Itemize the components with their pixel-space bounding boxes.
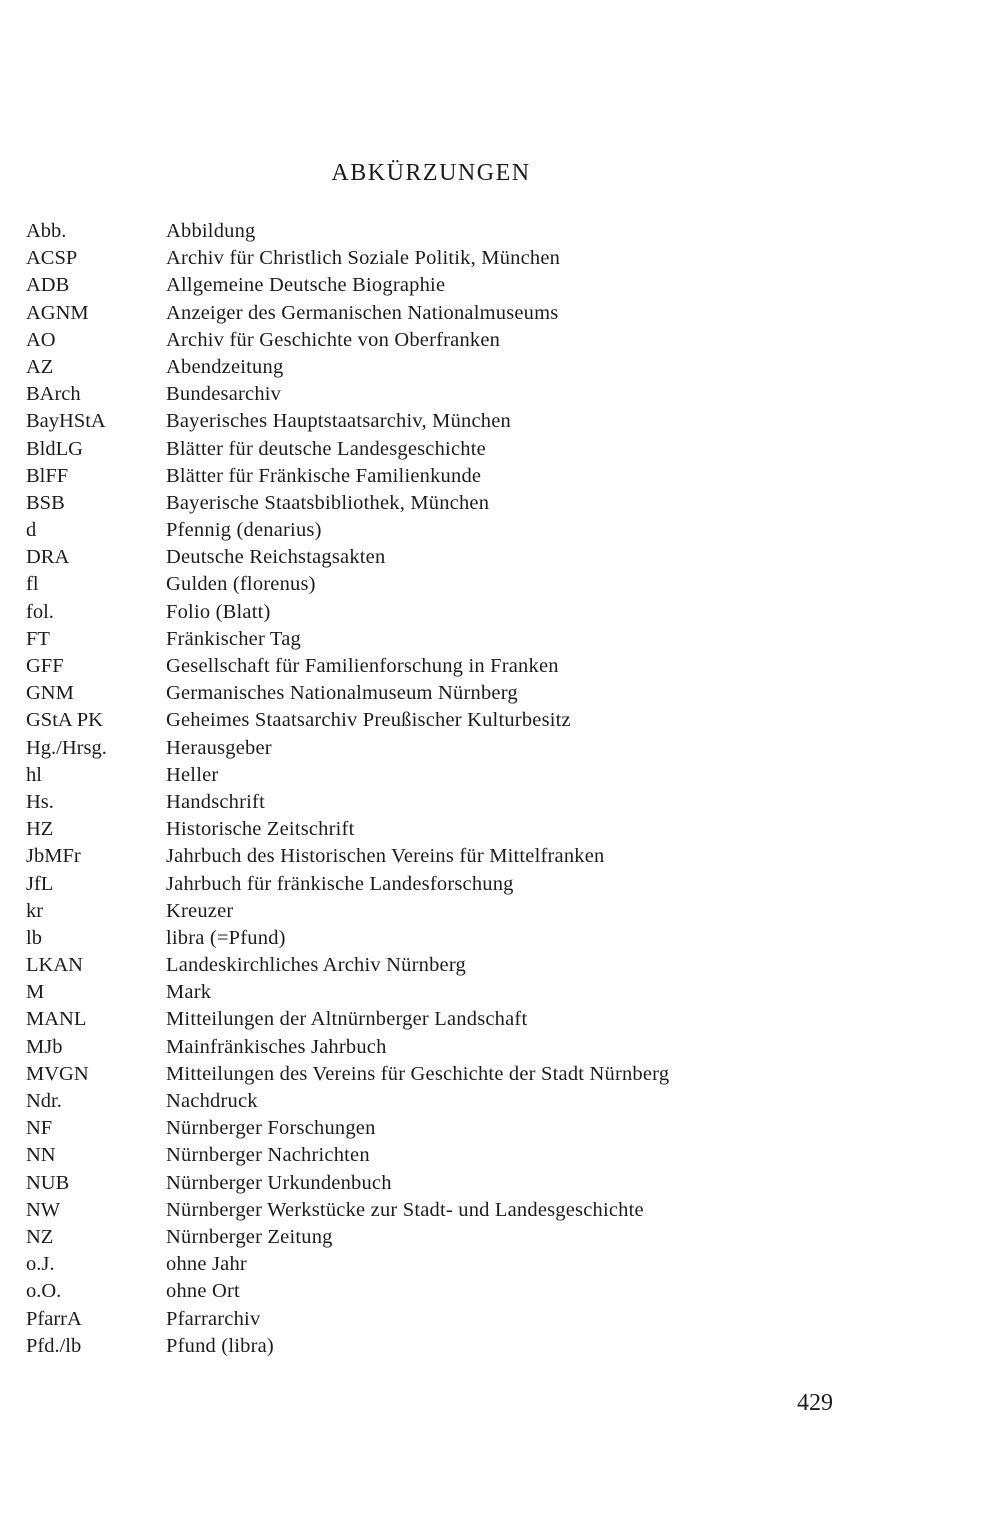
abbreviation-meaning: Kreuzer — [166, 899, 234, 922]
abbreviation-list — [26, 218, 826, 1360]
abbreviation-meaning: Bayerische Staatsbibliothek, München — [166, 491, 490, 514]
abbreviation-entry — [26, 735, 826, 762]
abbreviation-entry — [26, 245, 826, 272]
abbreviation-entry — [26, 1170, 826, 1197]
abbreviation-meaning: Heller — [166, 763, 219, 786]
abbreviation-entry — [26, 272, 826, 299]
abbreviation-term: d — [26, 519, 37, 542]
abbreviation-meaning: Historische Zeitschrift — [166, 818, 355, 841]
abbreviation-meaning: Mainfränkisches Jahrbuch — [166, 1035, 387, 1058]
abbreviation-entry — [26, 626, 826, 653]
abbreviation-entry — [26, 952, 826, 979]
abbreviation-entry — [26, 218, 826, 245]
abbreviation-meaning: Blätter für deutsche Landesgeschichte — [166, 437, 486, 460]
abbreviation-meaning: Archiv für Christlich Soziale Politik, München — [166, 247, 561, 270]
abbreviation-term: PfarrA — [26, 1307, 82, 1330]
abbreviation-meaning: Bundesarchiv — [166, 383, 282, 406]
abbreviation-meaning: Landeskirchliches Archiv Nürnberg — [166, 954, 466, 977]
abbreviation-meaning: Pfund (libra) — [166, 1334, 274, 1357]
abbreviation-term: M — [26, 981, 45, 1004]
abbreviation-entry — [26, 490, 826, 517]
abbreviation-entry — [26, 1006, 826, 1033]
abbreviation-meaning: Nürnberger Nachrichten — [166, 1144, 370, 1167]
abbreviation-meaning: Herausgeber — [166, 736, 272, 759]
abbreviation-term: Hs. — [26, 790, 54, 813]
abbreviation-entry — [26, 680, 826, 707]
abbreviation-entry — [26, 1333, 826, 1360]
abbreviation-entry — [26, 707, 826, 734]
abbreviation-entry — [26, 1034, 826, 1061]
abbreviation-entry — [26, 843, 826, 870]
abbreviation-term: NW — [26, 1198, 61, 1221]
page-number: 429 — [797, 1390, 833, 1416]
abbreviation-entry — [26, 898, 826, 925]
abbreviation-entry — [26, 381, 826, 408]
abbreviation-entry — [26, 599, 826, 626]
abbreviation-meaning: Mark — [166, 981, 212, 1004]
abbreviation-meaning: Bayerisches Hauptstaatsarchiv, München — [166, 410, 511, 433]
abbreviation-term: HZ — [26, 818, 54, 841]
abbreviation-entry — [26, 1142, 826, 1169]
abbreviation-term: DRA — [26, 546, 70, 569]
abbreviation-meaning: Gesellschaft für Familienforschung in Franken — [166, 655, 559, 677]
abbreviation-entry — [26, 463, 826, 490]
abbreviation-meaning: Pfennig (denarius) — [166, 519, 322, 542]
abbreviation-entry — [26, 1251, 826, 1278]
abbreviation-meaning: ohne Ort — [166, 1280, 240, 1303]
page-title: ABKÜRZUNGEN — [331, 160, 531, 186]
abbreviation-term: ADB — [26, 274, 70, 297]
abbreviation-term: AO — [26, 328, 56, 351]
abbreviation-entry — [26, 816, 826, 843]
abbreviation-entry — [26, 871, 826, 898]
abbreviation-entry — [26, 544, 826, 571]
abbreviation-meaning: Anzeiger des Germanischen Nationalmuseums — [166, 301, 559, 324]
abbreviation-meaning: Folio (Blatt) — [166, 600, 271, 623]
abbreviation-entry — [26, 408, 826, 435]
abbreviation-term: Pfd./lb — [26, 1334, 82, 1357]
abbreviation-entry — [26, 517, 826, 544]
abbreviation-entry — [26, 436, 826, 463]
abbreviation-term: AGNM — [26, 301, 89, 324]
abbreviation-meaning: Fränkischer Tag — [166, 627, 301, 650]
abbreviation-term: MJb — [26, 1035, 63, 1058]
abbreviation-term: MANL — [26, 1008, 87, 1031]
abbreviation-entry — [26, 653, 826, 680]
abbreviation-meaning: Jahrbuch für fränkische Landesforschung — [166, 872, 514, 895]
abbreviation-term: Ndr. — [26, 1090, 62, 1112]
abbreviation-meaning: Mitteilungen der Altnürnberger Landschaft — [166, 1008, 528, 1031]
abbreviation-meaning: Nürnberger Urkundenbuch — [166, 1171, 392, 1194]
abbreviation-meaning: Jahrbuch des Historischen Vereins für Mittelfranken — [166, 845, 605, 868]
abbreviation-entry — [26, 354, 826, 381]
abbreviation-term: fl — [26, 573, 39, 596]
abbreviation-meaning: Gulden (florenus) — [166, 573, 316, 596]
abbreviation-term: ACSP — [26, 247, 78, 270]
abbreviation-term: JfL — [26, 872, 54, 895]
abbreviation-term: BayHStA — [26, 410, 106, 433]
abbreviation-entry — [26, 1088, 826, 1115]
abbreviation-entry — [26, 571, 826, 598]
abbreviation-term: kr — [26, 899, 44, 922]
abbreviation-term: GFF — [26, 655, 64, 677]
abbreviation-term: BldLG — [26, 437, 83, 460]
abbreviation-entry — [26, 925, 826, 952]
abbreviation-term: JbMFr — [26, 845, 81, 868]
abbreviation-meaning: Allgemeine Deutsche Biographie — [166, 274, 446, 297]
abbreviation-entry — [26, 789, 826, 816]
abbreviation-meaning: Nürnberger Werkstücke zur Stadt- und Landesgeschichte — [166, 1198, 644, 1221]
abbreviation-meaning: Archiv für Geschichte von Oberfranken — [166, 328, 501, 351]
abbreviation-term: BSB — [26, 491, 65, 514]
abbreviation-term: BArch — [26, 383, 81, 406]
abbreviation-term: NF — [26, 1117, 53, 1140]
abbreviation-term: hl — [26, 763, 42, 786]
abbreviation-term: LKAN — [26, 954, 83, 977]
abbreviation-entry — [26, 1306, 826, 1333]
abbreviation-term: Hg./Hrsg. — [26, 736, 107, 759]
abbreviation-meaning: Deutsche Reichstagsakten — [166, 546, 386, 569]
abbreviation-term: FT — [26, 627, 50, 650]
abbreviation-term: NUB — [26, 1171, 70, 1194]
abbreviation-meaning: libra (=Pfund) — [166, 926, 286, 949]
abbreviation-term: Abb. — [26, 220, 67, 242]
abbreviation-entry — [26, 327, 826, 354]
abbreviation-term: NZ — [26, 1225, 54, 1248]
abbreviation-term: lb — [26, 926, 42, 949]
abbreviation-term: o.J. — [26, 1253, 55, 1276]
abbreviation-meaning: ohne Jahr — [166, 1253, 247, 1276]
abbreviation-term: NN — [26, 1144, 56, 1167]
abbreviation-term: GStA PK — [26, 709, 103, 732]
abbreviation-meaning: Nürnberger Forschungen — [166, 1117, 376, 1140]
abbreviation-term: MVGN — [26, 1062, 89, 1085]
abbreviation-meaning: Nürnberger Zeitung — [166, 1225, 333, 1248]
abbreviation-meaning: Blätter für Fränkische Familienkunde — [166, 464, 482, 487]
abbreviation-entry — [26, 1115, 826, 1142]
abbreviation-term: BlFF — [26, 464, 69, 487]
abbreviation-entry — [26, 1197, 826, 1224]
abbreviation-meaning: Nachdruck — [166, 1090, 258, 1112]
abbreviation-entry — [26, 1224, 826, 1251]
abbreviation-meaning: Geheimes Staatsarchiv Preußischer Kulturbesitz — [166, 709, 571, 732]
abbreviation-entry — [26, 1061, 826, 1088]
abbreviation-meaning: Germanisches Nationalmuseum Nürnberg — [166, 682, 518, 705]
abbreviation-meaning: Handschrift — [166, 790, 265, 813]
abbreviation-meaning: Pfarrarchiv — [166, 1307, 261, 1330]
abbreviation-term: o.O. — [26, 1280, 62, 1303]
abbreviation-entry — [26, 979, 826, 1006]
abbreviation-meaning: Abendzeitung — [166, 355, 284, 378]
abbreviation-meaning: Abbildung — [166, 220, 256, 242]
abbreviation-entry — [26, 762, 826, 789]
abbreviation-term: AZ — [26, 355, 54, 378]
abbreviation-entry — [26, 1278, 826, 1305]
abbreviation-meaning: Mitteilungen des Vereins für Geschichte der Stadt Nürnberg — [166, 1062, 670, 1085]
abbreviation-term: GNM — [26, 682, 74, 705]
abbreviation-entry — [26, 300, 826, 327]
abbreviation-term: fol. — [26, 600, 54, 623]
